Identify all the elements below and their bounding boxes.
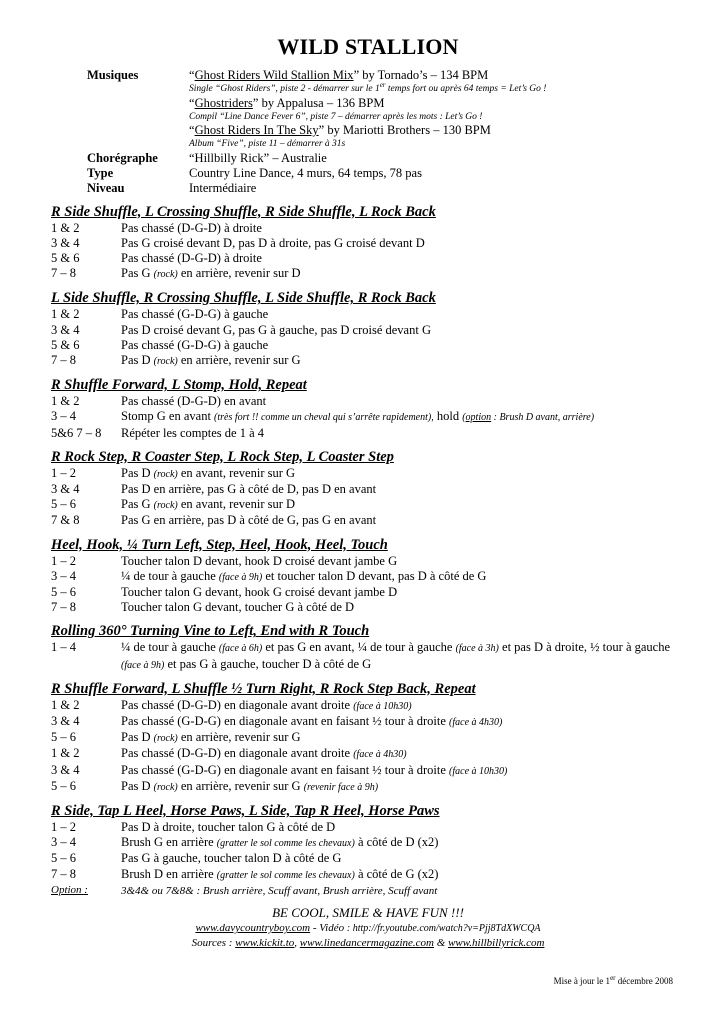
step-row [51, 236, 685, 251]
step-section [51, 622, 685, 672]
track-note-sup: er [379, 80, 386, 89]
step-text: et toucher talon D devant, pas D à côté de G [262, 568, 487, 583]
step-count: 1 & 2 [51, 746, 80, 761]
step-row [51, 714, 685, 730]
step-description [121, 221, 685, 236]
step-row [51, 730, 685, 746]
song-title: Ghostriders [194, 95, 253, 110]
section-heading: L Side Shuffle, R Crossing Shuffle, L Side Shuffle, R Rock Back [51, 290, 436, 307]
choreographer-value: “Hillbilly Rick” – Australie [189, 150, 327, 165]
step-text: en arrière, revenir sur G [177, 778, 304, 793]
step-count: 1 & 2 [51, 697, 80, 712]
track-note-text: temps fort ou après 64 temps = Let’s Go ! [385, 84, 547, 94]
website-line [51, 921, 685, 936]
step-text: Pas G croisé devant D, pas D à droite, pas G croisé devant D [121, 235, 425, 250]
step-description [121, 714, 685, 730]
source-link-kickit[interactable]: www.kickit.to [235, 937, 295, 949]
step-text: et pas D à droite, ½ tour à gauche [498, 640, 671, 655]
step-row [51, 600, 685, 615]
step-description [121, 883, 685, 899]
step-count: 7 & 8 [51, 513, 80, 528]
step-text: en arrière, revenir sur G [177, 730, 301, 745]
type-row [87, 166, 685, 181]
step-text: Pas D croisé devant G, pas G à gauche, pas D croisé devant G [121, 322, 431, 337]
step-text: Pas chassé (D-G-D) en diagonale avant droite [121, 746, 354, 761]
step-text: Pas D en arrière, pas G à côté de D, pas D en avant [121, 481, 377, 496]
music-track [189, 96, 685, 111]
track-note-text: Single “Ghost Riders”, piste 2 - démarrer sur le 1 [189, 84, 380, 94]
level-value: Intermédiaire [189, 180, 257, 195]
step-text: Pas G à gauche, toucher talon D à côté de G [121, 851, 342, 866]
step-text: en avant, revenir sur D [177, 497, 296, 512]
step-text: à côté de D (x2) [354, 835, 439, 850]
step-text: Pas D [121, 778, 154, 793]
step-count: 3 – 4 [51, 835, 76, 850]
sources-line [51, 936, 685, 950]
step-count: 1 – 2 [51, 553, 76, 568]
step-row [51, 835, 685, 851]
step-row [51, 763, 685, 779]
step-row [51, 883, 685, 899]
step-section [51, 376, 685, 441]
step-text: (face à 9h) [218, 571, 263, 583]
source-link-hillbillyrick[interactable]: www.hillbillyrick.com [448, 937, 545, 949]
step-row [51, 482, 685, 497]
step-text: (face à 9h) [121, 659, 165, 671]
step-text: ¼ de tour à gauche [121, 640, 219, 655]
step-row [51, 251, 685, 266]
step-text: en arrière, revenir sur G [177, 352, 301, 367]
dance-info [87, 68, 685, 196]
step-row [51, 466, 685, 482]
step-text: Toucher talon G devant, toucher G à côté de D [121, 600, 355, 615]
step-description [121, 353, 685, 369]
step-description [121, 569, 685, 585]
page-title: WILD STALLION [277, 34, 459, 59]
website-link[interactable]: www.davycountryboy.com [195, 922, 311, 934]
step-row [51, 426, 685, 441]
step-count: 3 & 4 [51, 713, 80, 728]
step-description [121, 730, 685, 746]
step-row [51, 698, 685, 714]
step-description [121, 779, 685, 795]
step-count: 1 – 2 [51, 465, 76, 480]
step-text: (gratter le sol comme les chevaux) [216, 838, 355, 850]
step-text: Pas D à droite, toucher talon G à côté de D [121, 819, 336, 834]
step-row [51, 569, 685, 585]
type-value: Country Line Dance, 4 murs, 64 temps, 78 pas [189, 165, 422, 180]
track-note [189, 80, 685, 96]
music-row [87, 68, 685, 151]
step-text: ¼ de tour à gauche [121, 568, 219, 583]
step-description [121, 835, 685, 851]
step-count: 3 & 4 [51, 481, 80, 496]
step-row [51, 851, 685, 866]
song-artist-bpm: ” by Tornado’s – 134 BPM [353, 68, 489, 82]
step-text: (très fort !! comme un cheval qui s’arrête rapidement), [214, 412, 434, 424]
step-text: (rock) [153, 500, 178, 512]
step-count: 3 & 4 [51, 322, 80, 337]
step-row [51, 513, 685, 528]
section-heading: R Side, Tap L Heel, Horse Paws, L Side, Tap R Heel, Horse Paws [51, 802, 440, 819]
step-text: hold [433, 409, 463, 424]
step-text: Brush G en arrière [121, 835, 217, 850]
step-text: (gratter le sol comme les chevaux) [216, 869, 355, 881]
step-row [51, 394, 685, 409]
step-section [51, 536, 685, 616]
update-sup: er [610, 974, 616, 982]
step-description [121, 236, 685, 251]
step-text: Pas chassé (G-D-G) en diagonale avant en faisant ½ tour à droite [121, 713, 450, 728]
step-count: 3 & 4 [51, 235, 80, 250]
step-text: (face à 10h30) [449, 765, 508, 777]
step-description [121, 497, 685, 513]
step-text: (face à 3h) [455, 643, 499, 655]
music-list [189, 68, 685, 151]
step-row [51, 585, 685, 600]
step-section [51, 802, 685, 899]
step-count: 1 & 2 [51, 394, 80, 409]
step-description [121, 867, 685, 883]
step-description [121, 482, 685, 497]
step-description [121, 426, 685, 441]
step-description [121, 746, 685, 762]
step-row [51, 640, 685, 672]
step-count: 5 & 6 [51, 337, 80, 352]
step-count: 5 – 6 [51, 730, 76, 745]
music-track [189, 123, 685, 138]
step-count: Option : [51, 883, 88, 896]
step-row [51, 867, 685, 883]
track-note [189, 138, 685, 151]
source-link-linedancer[interactable]: www.linedancermagazine.com [299, 937, 434, 949]
track-note [189, 111, 685, 124]
slogan: BE COOL, SMILE & HAVE FUN !!! [272, 905, 464, 920]
step-count: 1 – 4 [51, 640, 76, 655]
step-row [51, 266, 685, 282]
step-description [121, 698, 685, 714]
step-row [51, 497, 685, 513]
step-text: Pas D [121, 465, 154, 480]
step-text: à côté de G (x2) [354, 866, 439, 881]
step-description [121, 466, 685, 482]
track-note-text: Album “Five”, piste 11 – démarrer à 31s [189, 139, 346, 149]
step-description [121, 338, 685, 353]
step-text: Pas chassé (D-G-D) à droite [121, 250, 262, 265]
step-text: Toucher talon D devant, hook D croisé devant jambe G [121, 553, 398, 568]
step-count: 5 – 6 [51, 497, 76, 512]
step-count: 1 – 2 [51, 819, 76, 834]
step-text: (rock) [153, 355, 178, 367]
step-text: en avant, revenir sur G [177, 465, 296, 480]
video-url[interactable]: : http://fr.youtube.com/watch?v=Pjj8TdXWCQA [346, 923, 541, 934]
step-text: (rock) [153, 269, 178, 281]
sources-separator: , [294, 937, 300, 949]
track-note-text: Compil “Line Dance Fever 6”, piste 7 – démarrer après les mots : Let’s Go ! [189, 111, 483, 122]
step-row [51, 221, 685, 236]
step-row [51, 307, 685, 322]
quote-open: “ [189, 95, 195, 110]
step-row [51, 779, 685, 795]
step-count: 5 & 6 [51, 250, 80, 265]
step-text: (rock) [153, 468, 178, 480]
step-text: Pas G [121, 266, 154, 281]
step-text: Toucher talon G devant, hook G croisé devant jambe D [121, 584, 398, 599]
footer [51, 905, 685, 950]
step-text: : Brush D avant, arrière) [491, 412, 595, 424]
step-description [121, 585, 685, 600]
step-row [51, 323, 685, 338]
video-label: - Vidéo [310, 922, 347, 934]
step-description [121, 600, 685, 615]
step-description [121, 307, 685, 322]
step-text: Pas chassé (G-D-G) à gauche [121, 307, 269, 322]
section-heading: R Side Shuffle, L Crossing Shuffle, R Side Shuffle, L Rock Back [51, 203, 436, 220]
level-row [87, 181, 685, 196]
step-text: Brush D en arrière [121, 866, 217, 881]
step-section [51, 448, 685, 529]
update-text: Mise à jour le 1 [553, 976, 611, 986]
step-row [51, 409, 685, 425]
step-row [51, 554, 685, 569]
step-count: 5 – 6 [51, 778, 76, 793]
step-count: 3 – 4 [51, 568, 76, 583]
step-text: (rock) [153, 733, 178, 745]
section-heading: R Shuffle Forward, L Stomp, Hold, Repeat [51, 377, 307, 394]
step-description [121, 820, 685, 835]
step-text: (rock) [153, 781, 178, 793]
step-count: 5 – 6 [51, 584, 76, 599]
step-row [51, 820, 685, 835]
song-artist-bpm: ” by Appalusa – 136 BPM [252, 95, 385, 110]
song-artist-bpm: ” by Mariotti Brothers – 130 BPM [318, 123, 491, 137]
type-label: Type [87, 165, 114, 180]
step-count: 7 – 8 [51, 600, 76, 615]
step-count: 3 & 4 [51, 762, 80, 777]
step-text: Pas D [121, 730, 154, 745]
step-text: Pas D [121, 352, 154, 367]
step-description [121, 394, 685, 409]
choreographer-row [87, 151, 685, 166]
step-count: 1 & 2 [51, 220, 80, 235]
step-text: (face à 4h30) [449, 716, 503, 728]
level-label: Niveau [87, 180, 125, 195]
step-text: Pas chassé (D-G-D) en diagonale avant droite [121, 697, 354, 712]
step-description [121, 323, 685, 338]
quote-open: “ [189, 68, 195, 82]
section-heading: R Rock Step, R Coaster Step, L Rock Step, L Coaster Step [51, 448, 394, 465]
step-description [121, 851, 685, 866]
step-text: Pas chassé (D-G-D) à droite [121, 220, 262, 235]
step-sections [51, 203, 685, 900]
step-count: 7 – 8 [51, 352, 76, 367]
step-count: 3 – 4 [51, 409, 76, 424]
step-text: Stomp G en avant [121, 409, 215, 424]
step-count: 1 & 2 [51, 307, 80, 322]
step-description [121, 763, 685, 779]
step-count: 5 – 6 [51, 851, 76, 866]
step-count: 7 – 8 [51, 266, 76, 281]
step-text: Pas chassé (G-D-G) en diagonale avant en faisant ½ tour à droite [121, 762, 450, 777]
step-text: Pas chassé (D-G-D) en avant [121, 394, 267, 409]
song-title: Ghost Riders In The Sky [194, 123, 319, 137]
step-description [121, 266, 685, 282]
step-row [51, 746, 685, 762]
step-section [51, 289, 685, 369]
sources-label: Sources : [191, 937, 236, 949]
step-description [121, 409, 685, 425]
step-text: (face à 6h) [218, 643, 263, 655]
step-text: Pas chassé (G-D-G) à gauche [121, 337, 269, 352]
step-text: Pas G en arrière, pas D à côté de G, pas G en avant [121, 513, 377, 528]
section-heading: R Shuffle Forward, L Shuffle ½ Turn Right, R Rock Step Back, Repeat [51, 680, 476, 697]
step-text: et pas G en avant, ¼ de tour à gauche [262, 640, 456, 655]
choreographer-label: Chorégraphe [87, 150, 158, 165]
song-title: Ghost Riders Wild Stallion Mix [194, 68, 354, 82]
music-label: Musiques [87, 68, 139, 82]
sources-separator: & [434, 937, 449, 949]
music-track [189, 68, 685, 83]
section-heading: Heel, Hook, ¼ Turn Left, Step, Heel, Hook, Heel, Touch [51, 536, 388, 553]
step-text: 3&4& ou 7&8& : Brush arrière, Scuff avant, Brush arrière, Scuff avant [121, 884, 438, 897]
step-text: Répéter les comptes de 1 à 4 [121, 425, 265, 440]
step-text: Pas G [121, 497, 154, 512]
step-description [121, 554, 685, 569]
update-text-end: décembre 2008 [615, 976, 673, 986]
step-text: (face à 10h30) [353, 700, 412, 712]
quote-open: “ [189, 123, 195, 137]
step-text: en arrière, revenir sur D [177, 266, 301, 281]
step-text: option [465, 412, 492, 424]
step-text: ( [462, 412, 466, 424]
step-count: 5&6 7 – 8 [51, 425, 102, 440]
step-row [51, 353, 685, 369]
step-description [121, 513, 685, 528]
step-text: (revenir face à 9h) [303, 781, 379, 793]
section-heading: Rolling 360° Turning Vine to Left, End with R Touch [51, 623, 370, 640]
step-section [51, 680, 685, 795]
step-row [51, 338, 685, 353]
step-section [51, 203, 685, 283]
step-description [121, 640, 685, 672]
step-text: et pas G à gauche, toucher D à côté de G [164, 656, 372, 671]
step-count: 7 – 8 [51, 866, 76, 881]
step-description [121, 251, 685, 266]
update-date [554, 976, 673, 986]
step-text: (face à 4h30) [353, 749, 407, 761]
